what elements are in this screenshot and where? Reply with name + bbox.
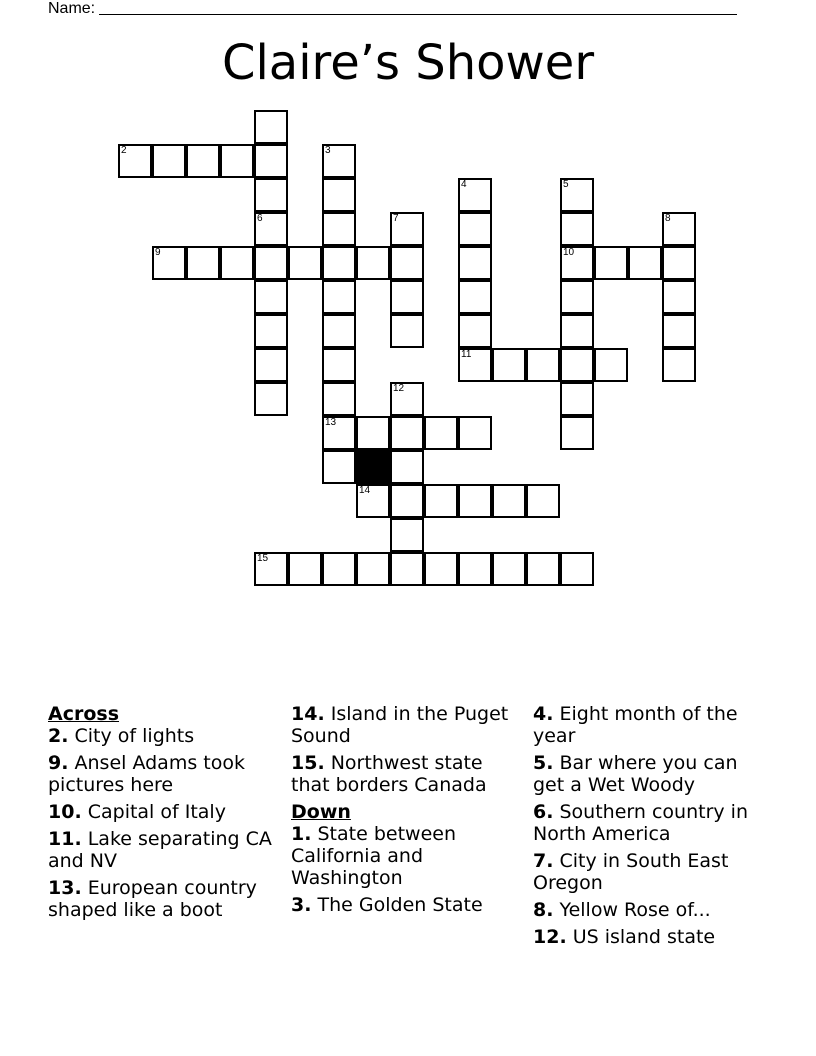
crossword-cell[interactable] <box>356 484 390 518</box>
crossword-cell[interactable] <box>492 552 526 586</box>
crossword-cell[interactable] <box>322 212 356 246</box>
crossword-cell[interactable] <box>390 246 424 280</box>
crossword-cell[interactable] <box>492 348 526 382</box>
crossword-cell[interactable] <box>220 246 254 280</box>
crossword-cell[interactable] <box>254 246 288 280</box>
crossword-cell[interactable] <box>594 348 628 382</box>
clue-down-8: 8. Yellow Rose of... <box>533 899 711 921</box>
crossword-cell[interactable] <box>662 314 696 348</box>
crossword-cell[interactable] <box>390 280 424 314</box>
crossword-cell[interactable] <box>186 246 220 280</box>
crossword-cell[interactable] <box>560 416 594 450</box>
clue-number: 6 <box>257 213 263 224</box>
crossword-cell[interactable] <box>390 314 424 348</box>
clue-number: 10 <box>563 247 575 258</box>
down-heading: Down <box>291 801 351 823</box>
crossword-cell[interactable] <box>560 280 594 314</box>
crossword-cell[interactable] <box>560 314 594 348</box>
crossword-cell[interactable] <box>390 484 424 518</box>
crossword-cell[interactable] <box>254 382 288 416</box>
clue-down-6: 6. Southern country in North America <box>533 801 748 845</box>
crossword-cell[interactable] <box>458 212 492 246</box>
crossword-cell[interactable] <box>322 552 356 586</box>
crossword-cell[interactable] <box>526 484 560 518</box>
crossword-cell[interactable] <box>254 280 288 314</box>
clue-number: 15 <box>257 553 269 564</box>
crossword-cell[interactable] <box>560 246 594 280</box>
clue-across-10: 10. Capital of Italy <box>48 801 226 823</box>
clue-across-13: 13. European country shaped like a boot <box>48 877 257 921</box>
crossword-cell[interactable] <box>526 348 560 382</box>
clue-number: 7 <box>393 213 399 224</box>
crossword-cell[interactable] <box>458 178 492 212</box>
crossword-cell[interactable] <box>662 280 696 314</box>
clue-number: 11 <box>461 349 472 360</box>
crossword-black-cell <box>356 450 390 484</box>
clues-column-3 <box>533 703 768 953</box>
crossword-cell[interactable] <box>560 212 594 246</box>
crossword-cell[interactable] <box>356 416 390 450</box>
crossword-cell[interactable] <box>560 178 594 212</box>
clue-number: 3 <box>325 145 331 156</box>
clue-number: 5 <box>563 179 569 190</box>
crossword-cell[interactable] <box>356 246 390 280</box>
clue-number: 14 <box>359 485 371 496</box>
crossword-cell[interactable] <box>152 246 186 280</box>
crossword-cell[interactable] <box>254 314 288 348</box>
crossword-cell[interactable] <box>390 212 424 246</box>
crossword-cell[interactable] <box>458 484 492 518</box>
crossword-cell[interactable] <box>458 280 492 314</box>
crossword-cell[interactable] <box>254 144 288 178</box>
crossword-cell[interactable] <box>186 144 220 178</box>
crossword-cell[interactable] <box>594 246 628 280</box>
across-heading: Across <box>48 703 120 725</box>
clue-number: 8 <box>665 213 671 224</box>
crossword-cell[interactable] <box>322 280 356 314</box>
crossword-cell[interactable] <box>322 450 356 484</box>
crossword-cell[interactable] <box>322 144 356 178</box>
clue-number: 9 <box>155 247 161 258</box>
crossword-cell[interactable] <box>322 348 356 382</box>
crossword-cell[interactable] <box>458 314 492 348</box>
crossword-cell[interactable] <box>458 416 492 450</box>
crossword-cell[interactable] <box>390 518 424 552</box>
crossword-cell[interactable] <box>254 178 288 212</box>
crossword-cell[interactable] <box>390 382 424 416</box>
crossword-cell[interactable] <box>322 314 356 348</box>
clue-across-9: 9. Ansel Adams took pictures here <box>48 752 245 796</box>
crossword-cell[interactable] <box>492 484 526 518</box>
crossword-cell[interactable] <box>424 484 458 518</box>
crossword-cell[interactable] <box>152 144 186 178</box>
clue-down-5: 5. Bar where you can get a Wet Woody <box>533 752 738 796</box>
crossword-cell[interactable] <box>254 552 288 586</box>
clue-number: 12 <box>393 383 405 394</box>
crossword-cell[interactable] <box>458 348 492 382</box>
name-label: Name: <box>48 0 96 17</box>
clue-across-2: 2. City of lights <box>48 725 195 747</box>
clue-down-7: 7. City in South East Oregon <box>533 850 729 894</box>
crossword-cell[interactable] <box>322 246 356 280</box>
crossword-cell[interactable] <box>526 552 560 586</box>
crossword-cell[interactable] <box>424 416 458 450</box>
crossword-cell[interactable] <box>322 416 356 450</box>
crossword-cell[interactable] <box>322 178 356 212</box>
crossword-cell[interactable] <box>458 552 492 586</box>
crossword-cell[interactable] <box>254 110 288 144</box>
clue-across-11: 11. Lake separating CA and NV <box>48 828 272 872</box>
clue-across-14: 14. Island in the Puget Sound <box>291 703 509 747</box>
clues-column-1 <box>48 703 278 926</box>
clues-column-2 <box>291 703 516 921</box>
crossword-cell[interactable] <box>560 552 594 586</box>
puzzle-title: Claire’s Shower <box>221 35 595 91</box>
crossword-cell[interactable] <box>118 144 152 178</box>
crossword-cell[interactable] <box>220 144 254 178</box>
crossword-cell[interactable] <box>560 348 594 382</box>
clue-number: 4 <box>461 179 467 190</box>
clue-down-4: 4. Eight month of the year <box>533 703 738 747</box>
clue-number: 13 <box>325 417 337 428</box>
crossword-cell[interactable] <box>390 450 424 484</box>
clue-down-1: 1. State between California and Washington <box>291 823 456 889</box>
crossword-cell[interactable] <box>662 348 696 382</box>
clue-down-12: 12. US island state <box>533 926 716 948</box>
crossword-cell[interactable] <box>254 348 288 382</box>
crossword-cell[interactable] <box>288 552 322 586</box>
crossword-cell[interactable] <box>390 416 424 450</box>
crossword-cell[interactable] <box>424 552 458 586</box>
crossword-cell[interactable] <box>390 552 424 586</box>
crossword-cell[interactable] <box>662 212 696 246</box>
crossword-cell[interactable] <box>560 382 594 416</box>
crossword-cell[interactable] <box>254 212 288 246</box>
crossword-cell[interactable] <box>662 246 696 280</box>
crossword-cell[interactable] <box>322 382 356 416</box>
clue-down-3: 3. The Golden State <box>291 894 483 916</box>
crossword-cell[interactable] <box>628 246 662 280</box>
clue-across-15: 15. Northwest state that borders Canada <box>291 752 487 796</box>
crossword-cell[interactable] <box>356 552 390 586</box>
clue-number: 2 <box>121 145 127 156</box>
crossword-cell[interactable] <box>288 246 322 280</box>
crossword-cell[interactable] <box>458 246 492 280</box>
